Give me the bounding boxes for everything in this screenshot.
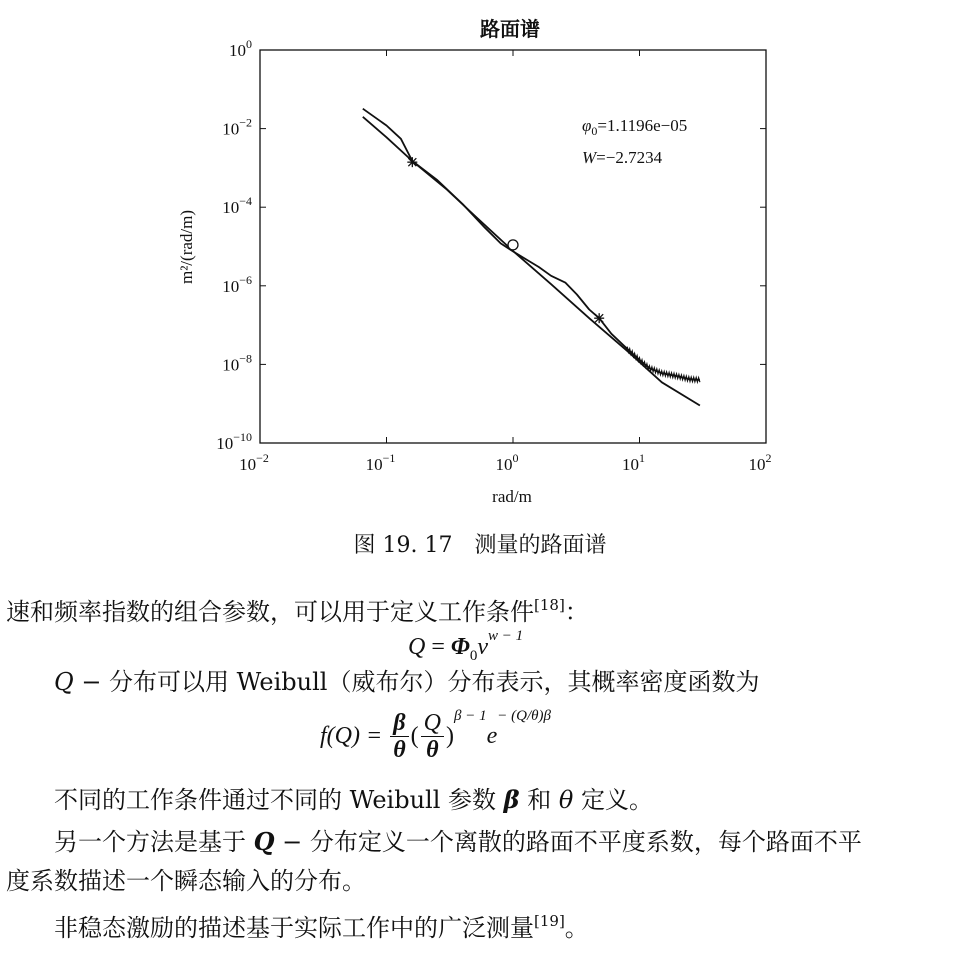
chart-title: 路面谱 [480,19,540,41]
paragraph-6 [54,906,589,943]
paragraph-4 [54,827,862,857]
eq2-frac-q-theta [421,710,444,763]
star-marker [407,157,417,167]
measured-noise-tail [627,347,700,383]
eq1-q: Q [408,634,426,660]
x-tick-label: $10^{-1}$ [365,451,396,474]
eq2-q: Q [421,710,444,737]
equation-weibull [320,708,551,763]
paragraph-5-text: 度系数描述一个瞬态输入的分布。 [6,867,366,895]
eq2-frac-beta-theta [390,710,408,763]
y-tick-label: $10^{-6}$ [222,272,252,296]
eq1-equals: = [425,634,451,660]
paragraph-5 [6,866,366,896]
eq2-e: e [486,722,498,749]
eq2-beta: β [390,710,408,737]
eq2-exp2: − (Q/θ)β [497,708,551,724]
eq2-theta: θ [393,736,406,763]
x-tick-label: $10^{-2}$ [239,451,269,474]
star-marker [594,313,604,323]
figure-caption: 图 19. 17 测量的路面谱 [353,533,607,558]
paragraph-1-end: ： [564,598,589,626]
eq1-phi: Φ [450,634,470,660]
paragraph-3-beta: β [503,785,520,814]
paragraph-6-text: 非稳态激励的描述基于实际工作中的广泛测量 [54,914,534,942]
paragraph-6-end: 。 [564,914,589,942]
x-tick-label: $10^2$ [748,451,772,474]
citation-19[interactable]: [19] [534,912,565,930]
y-axis-label: m²/(rad/m) [177,209,196,285]
paragraph-3a: 不同的工作条件通过不同的 Weibull 参数 [54,786,504,814]
x-axis-ticks [239,50,771,474]
eq2-exp1: β − 1 [454,708,487,724]
eq2-open: ( [410,722,419,749]
paragraph-3-theta: θ [558,786,574,814]
eq1-phi-sub: 0 [469,647,478,664]
paragraph-4-q: Q [253,827,275,856]
eq2-close: ) [446,722,454,749]
y-tick-label: $10^0$ [229,37,252,60]
paragraph-1 [6,590,589,627]
citation-18[interactable]: [18] [534,596,565,614]
x-tick-label: $10^1$ [622,451,645,474]
y-tick-label: $10^{-10}$ [216,430,252,453]
paragraph-3c: 定义。 [573,786,653,814]
y-axis-ticks [216,37,766,453]
paragraph-3b: 和 [519,786,559,814]
eq1-exp: w − 1 [487,628,524,644]
eq2-lhs: f(Q) = [320,722,389,749]
eq1-v: v [477,634,488,660]
y-tick-label: $10^{-2}$ [222,115,252,139]
paragraph-4a: 另一个方法是基于 [54,828,254,856]
eq2-theta2: θ [426,736,439,763]
y-tick-label: $10^{-8}$ [222,351,252,375]
paragraph-2-q: Q [54,668,74,696]
paragraph-4b: − 分布定义一个离散的路面不平度系数，每个路面不平 [274,828,862,856]
x-axis-label: rad/m [492,487,532,506]
paragraph-2-text: − 分布可以用 Weibull（威布尔）分布表示，其概率密度函数为 [73,668,760,696]
equation-q [408,628,523,665]
circle-marker [508,240,518,250]
paragraph-2 [54,667,759,697]
annotation-w: W=−2.7234 [582,148,663,167]
paragraph-3 [54,785,653,815]
y-tick-label: $10^{-4}$ [222,194,252,218]
annotation-phi0: $\varphi_0=1.1196e-05$ [582,116,688,138]
x-tick-label: $10^0$ [495,451,519,474]
paragraph-1-text: 速和频率指数的组合参数，可以用于定义工作条件 [6,598,534,626]
